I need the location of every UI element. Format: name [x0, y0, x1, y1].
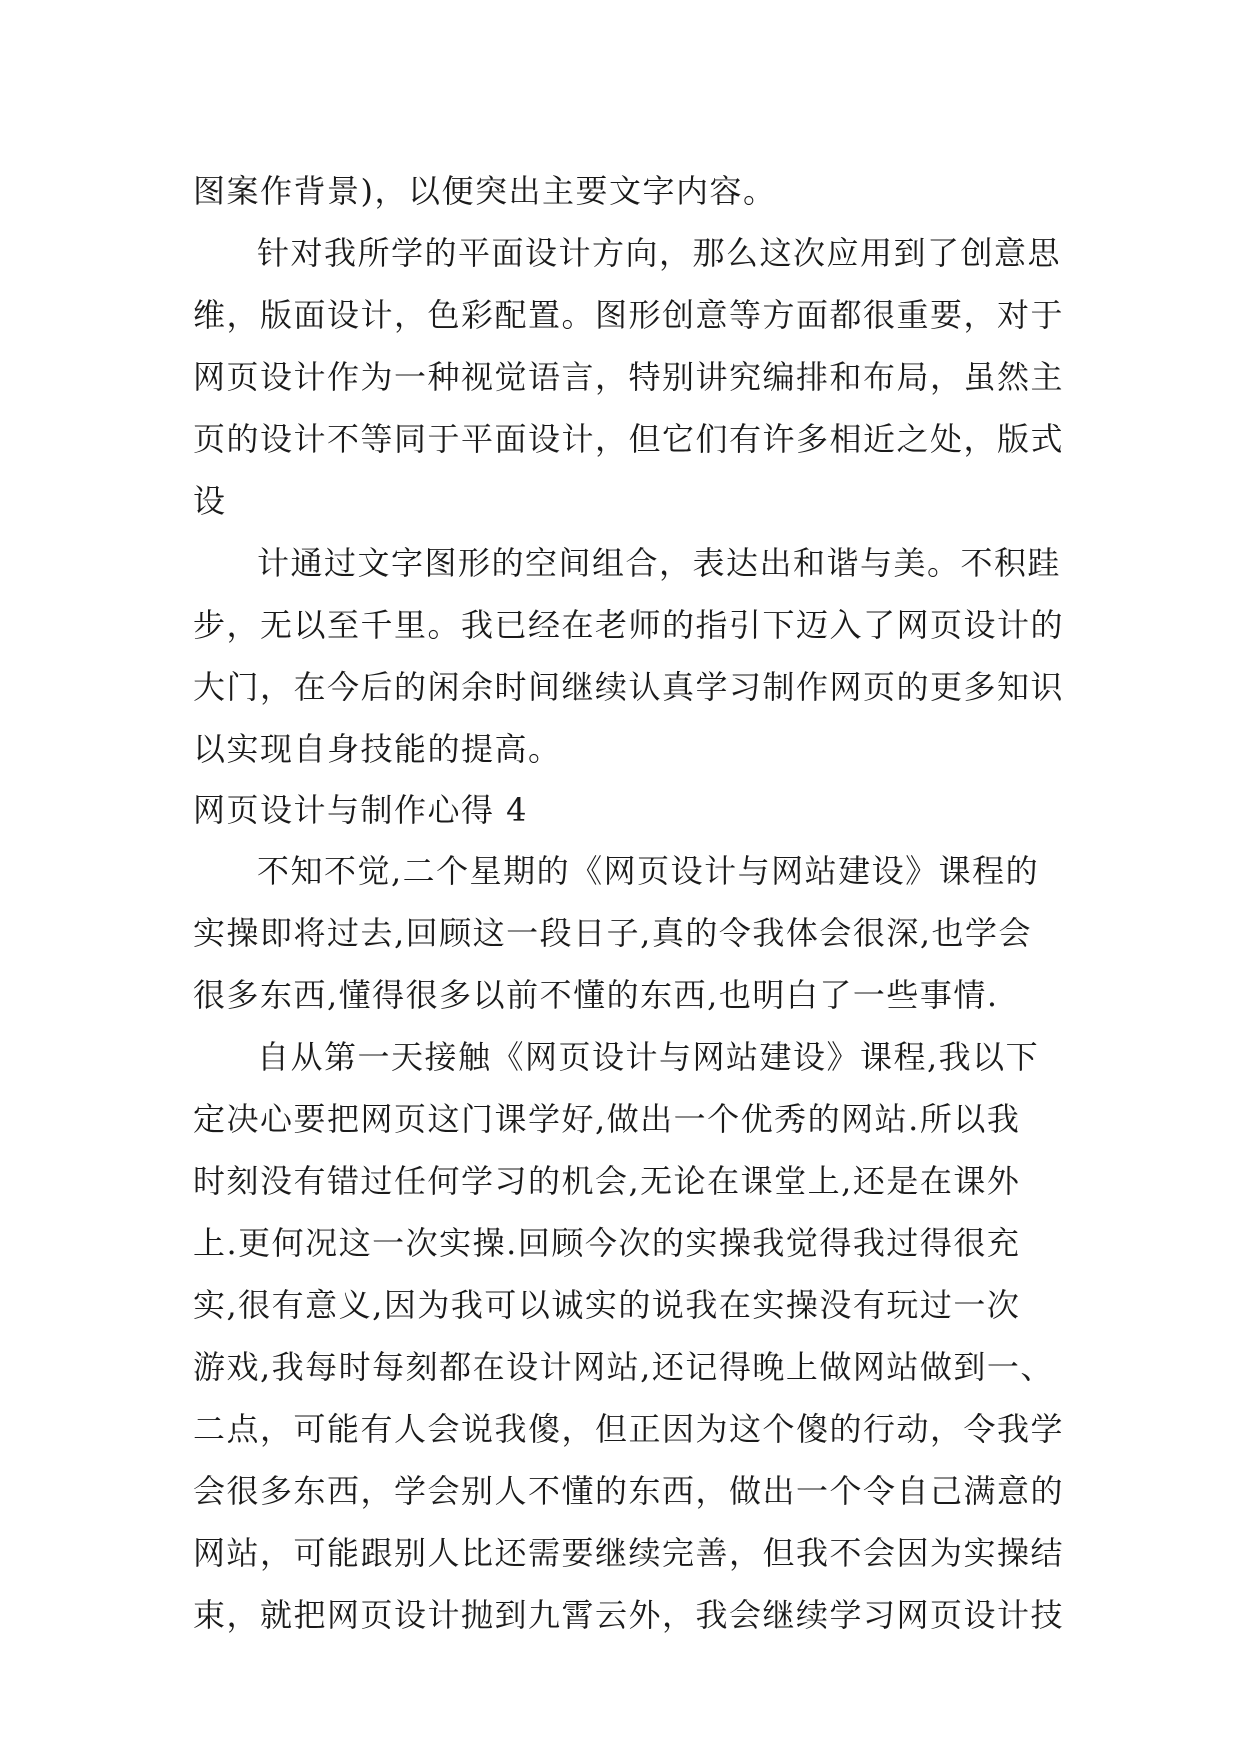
paragraph-line: 图案作背景)，以便突出主要文字内容。	[193, 172, 777, 210]
paragraph-line: 计通过文字图形的空间组合，表达出和谐与美。不积跬	[257, 544, 1062, 582]
paragraph-line: 定决心要把网页这门课学好,做出一个优秀的网站.所以我	[193, 1100, 1021, 1138]
paragraph-line: 页的设计不等同于平面设计，但它们有许多相近之处，版式	[193, 420, 1065, 458]
paragraph-line: 自从第一天接触《网页设计与网站建设》课程,我以下	[257, 1038, 1040, 1076]
paragraph-line: 大门，在今后的闲余时间继续认真学习制作网页的更多知识	[193, 668, 1065, 706]
paragraph-line: 会很多东西，学会别人不懂的东西，做出一个令自己满意的	[193, 1472, 1065, 1510]
paragraph-line: 网站，可能跟别人比还需要继续完善，但我不会因为实操结	[193, 1534, 1065, 1572]
paragraph-line: 二点，可能有人会说我傻，但正因为这个傻的行动，令我学	[193, 1410, 1065, 1448]
section-heading: 网页设计与制作心得 4	[193, 791, 529, 829]
document-body	[193, 160, 1063, 1646]
paragraph-line: 设	[193, 482, 227, 520]
paragraph-line: 网页设计作为一种视觉语言，特别讲究编排和布局，虽然主	[193, 358, 1065, 396]
paragraph-line: 实操即将过去,回顾这一段日子,真的令我体会很深,也学会	[193, 914, 1033, 952]
paragraph-line: 时刻没有错过任何学习的机会,无论在课堂上,还是在课外	[193, 1162, 1021, 1200]
paragraph-line: 针对我所学的平面设计方向，那么这次应用到了创意思	[257, 234, 1062, 272]
paragraph-line: 上.更何况这一次实操.回顾今次的实操我觉得我过得很充	[193, 1224, 1021, 1262]
paragraph-line: 束，就把网页设计抛到九霄云外，我会继续学习网页设计技	[193, 1596, 1065, 1634]
paragraph-line: 实,很有意义,因为我可以诚实的说我在实操没有玩过一次	[193, 1286, 1021, 1324]
paragraph-line: 很多东西,懂得很多以前不懂的东西,也明白了一些事情.	[193, 976, 999, 1014]
paragraph-line: 步，无以至千里。我已经在老师的指引下迈入了网页设计的	[193, 606, 1065, 644]
paragraph-line: 以实现自身技能的提高。	[193, 730, 562, 768]
paragraph-line: 维，版面设计，色彩配置。图形创意等方面都很重要，对于	[193, 296, 1065, 334]
paragraph-line: 不知不觉,二个星期的《网页设计与网站建设》课程的	[257, 852, 1040, 890]
paragraph-line: 游戏,我每时每刻都在设计网站,还记得晚上做网站做到一、	[193, 1348, 1054, 1386]
